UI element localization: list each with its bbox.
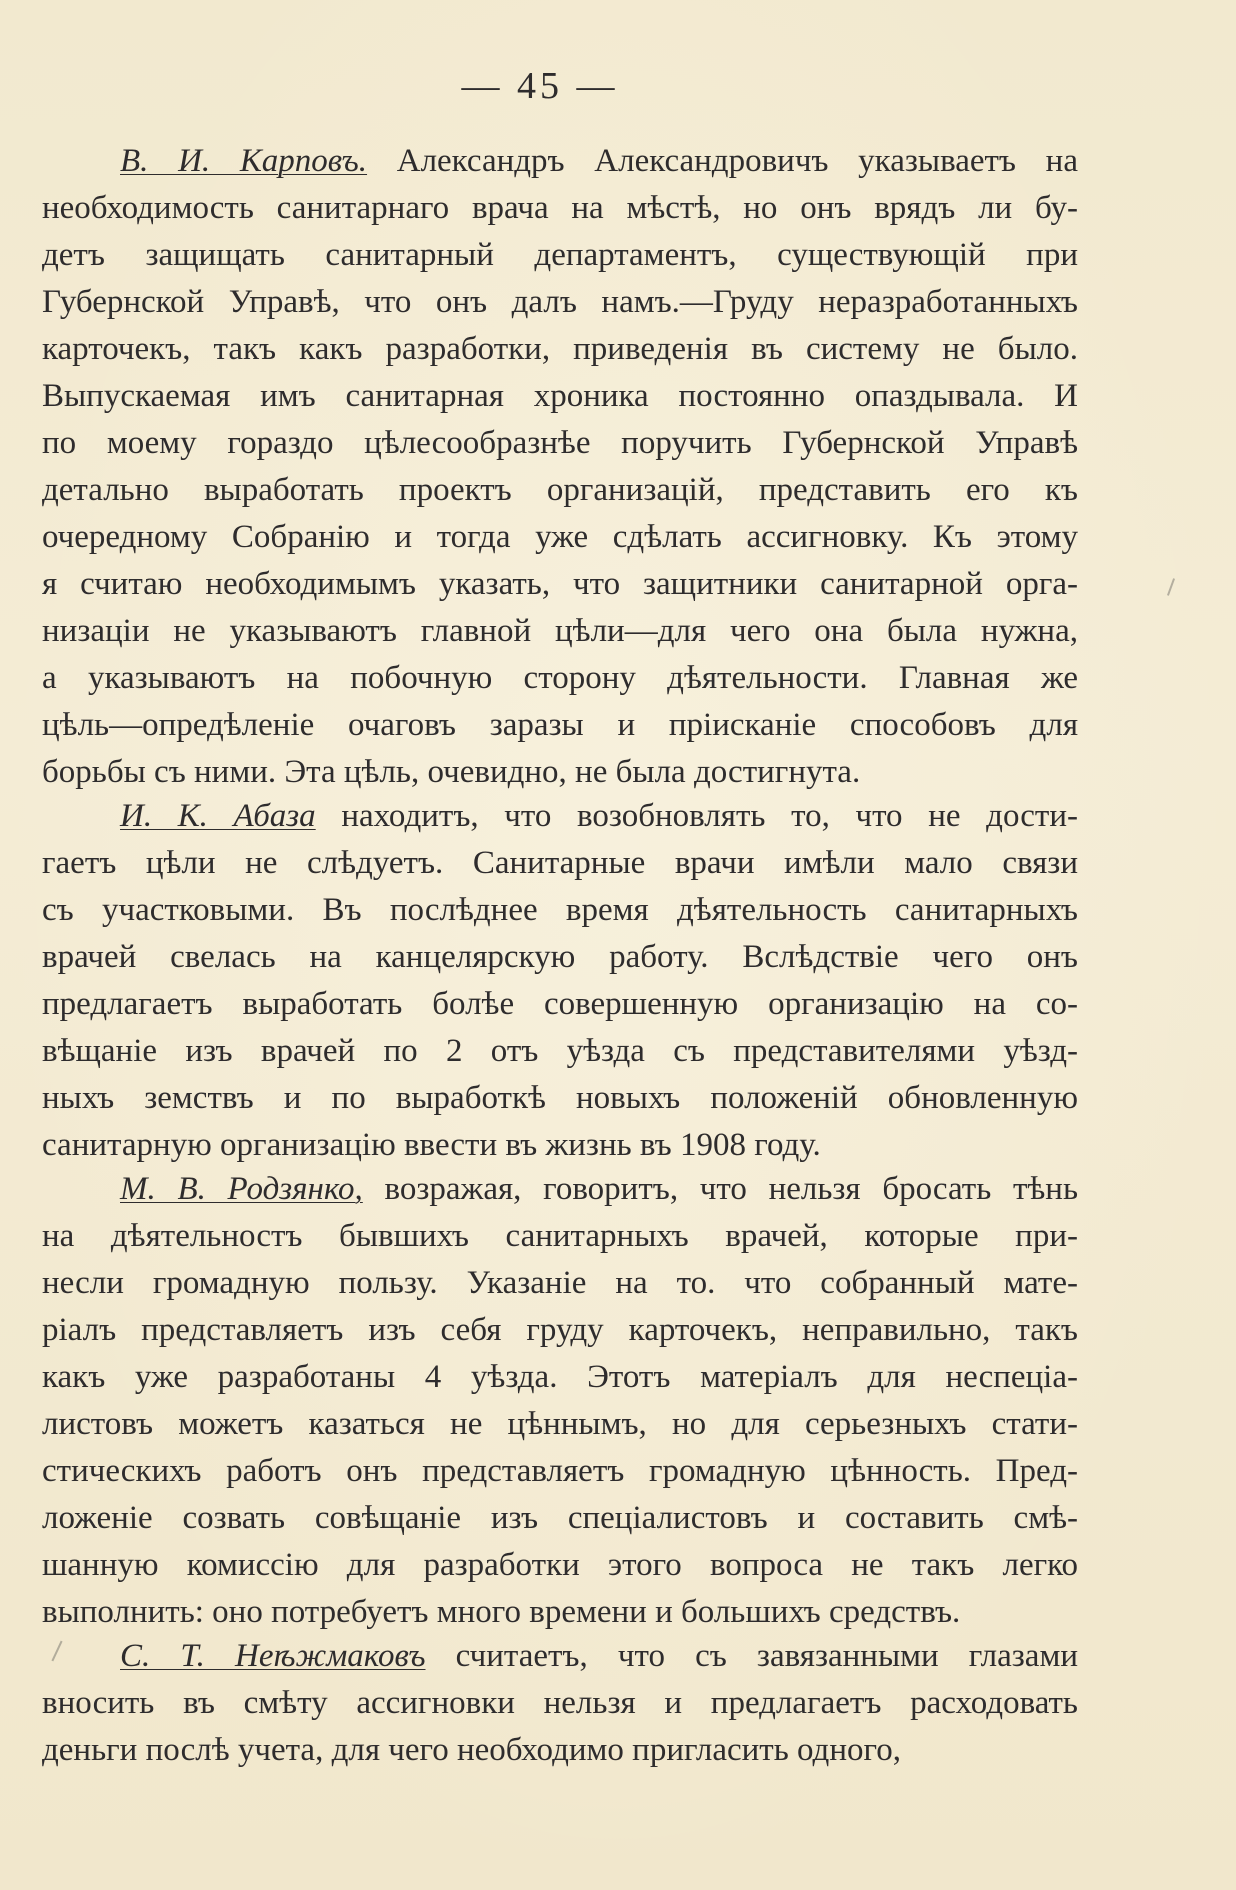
text-line: вѣщаніе изъ врачей по 2 отъ уѣзда съ представителями уѣзд- bbox=[42, 1033, 1078, 1069]
text-line bbox=[42, 793, 1078, 840]
speaker-name: И. К. Абаза bbox=[120, 798, 316, 834]
text-line: стическихъ работъ онъ представляетъ громадную цѣнность. Пред- bbox=[42, 1453, 1078, 1489]
speaker-name: М. В. Родзянко, bbox=[120, 1171, 363, 1207]
text-line: ныхъ земствъ и по выработкѣ новыхъ положеній обновленную bbox=[42, 1080, 1078, 1116]
text-line: деньги послѣ учета, для чего необходимо пригласить одного, bbox=[42, 1732, 901, 1768]
text-line: Губернской Управѣ, что онъ далъ намъ.—Груду неразработанныхъ bbox=[42, 284, 1078, 320]
paragraph-abaza bbox=[42, 793, 1078, 1169]
text-line: я считаю необходимымъ указать, что защитники санитарной орга- bbox=[42, 566, 1078, 602]
text-line: врачей свелась на канцелярскую работу. Вслѣдствіе чего онъ bbox=[42, 939, 1078, 975]
line-text: Александръ Александровичъ указываетъ на bbox=[396, 143, 1078, 179]
text-line: предлагаетъ выработать болѣе совершенную организацію на со- bbox=[42, 986, 1078, 1022]
text-line: какъ уже разработаны 4 уѣзда. Этотъ матеріалъ для неспеціа- bbox=[42, 1359, 1078, 1395]
text-line: низаціи не указываютъ главной цѣли—для чего она была нужна, bbox=[42, 613, 1078, 649]
text-line: детъ защищать санитарный департаментъ, существующій при bbox=[42, 237, 1078, 273]
text-line: вносить въ смѣту ассигновки нельзя и предлагаетъ расходовать bbox=[42, 1685, 1078, 1721]
text-line: выполнить: оно потребуетъ много времени и большихъ средствъ. bbox=[42, 1594, 961, 1630]
speaker-name: С. Т. Неѣжмаковъ bbox=[120, 1638, 426, 1674]
text-line bbox=[42, 1166, 1078, 1213]
paragraph-karpov bbox=[42, 138, 1078, 796]
line-text: находитъ, что возобновлять то, что не дости- bbox=[341, 798, 1078, 834]
text-line: Выпускаемая имъ санитарная хроника постоянно опаздывала. И bbox=[42, 378, 1078, 414]
scan-mark bbox=[1167, 578, 1175, 596]
text-line: цѣль—опредѣленіе очаговъ заразы и пріисканіе способовъ для bbox=[42, 707, 1078, 743]
text-line: гаетъ цѣли не слѣдуетъ. Санитарные врачи имѣли мало связи bbox=[42, 845, 1078, 881]
line-text: возражая, говоритъ, что нельзя бросать тѣнь bbox=[384, 1171, 1078, 1207]
text-line: съ участковыми. Въ послѣднее время дѣятельность санитарныхъ bbox=[42, 892, 1078, 928]
line-text: считаетъ, что съ завязанными глазами bbox=[455, 1638, 1078, 1674]
text-line: а указываютъ на побочную сторону дѣятельности. Главная же bbox=[42, 660, 1078, 696]
speaker-name: В. И. Карповъ. bbox=[120, 143, 368, 179]
page-number: — 45 — bbox=[461, 65, 619, 107]
text-line: санитарную организацію ввести въ жизнь въ 1908 году. bbox=[42, 1127, 821, 1163]
text-line: ріалъ представляетъ изъ себя груду карточекъ, неправильно, такъ bbox=[42, 1312, 1078, 1348]
text-line: очередному Собранію и тогда уже сдѣлать ассигновку. Къ этому bbox=[42, 519, 1078, 555]
text-line: шанную комиссію для разработки этого вопроса не такъ легко bbox=[42, 1547, 1078, 1583]
text-line: по моему гораздо цѣлесообразнѣе поручить Губернской Управѣ bbox=[42, 425, 1078, 461]
text-line: карточекъ, такъ какъ разработки, приведенія въ систему не было. bbox=[42, 331, 1078, 367]
paragraph-nezhmakov bbox=[42, 1633, 1078, 1774]
paragraph-rodzianko bbox=[42, 1166, 1078, 1636]
text-line: ложеніе созвать совѣщаніе изъ спеціалистовъ и составить смѣ- bbox=[42, 1500, 1078, 1536]
text-line: несли громадную пользу. Указаніе на то. что собранный мате- bbox=[42, 1265, 1078, 1301]
text-line: необходимость санитарнаго врача на мѣстѣ, но онъ врядъ ли бу- bbox=[42, 190, 1078, 226]
text-line: детально выработать проектъ организацій, представить его къ bbox=[42, 472, 1078, 508]
text-line: листовъ можетъ казаться не цѣннымъ, но для серьезныхъ стати- bbox=[42, 1406, 1078, 1442]
text-line: на дѣятельностъ бывшихъ санитарныхъ врачей, которые при- bbox=[42, 1218, 1078, 1254]
text-line bbox=[42, 138, 1078, 185]
text-line: борьбы съ ними. Эта цѣль, очевидно, не была достигнута. bbox=[42, 754, 861, 790]
text-line bbox=[42, 1633, 1078, 1680]
